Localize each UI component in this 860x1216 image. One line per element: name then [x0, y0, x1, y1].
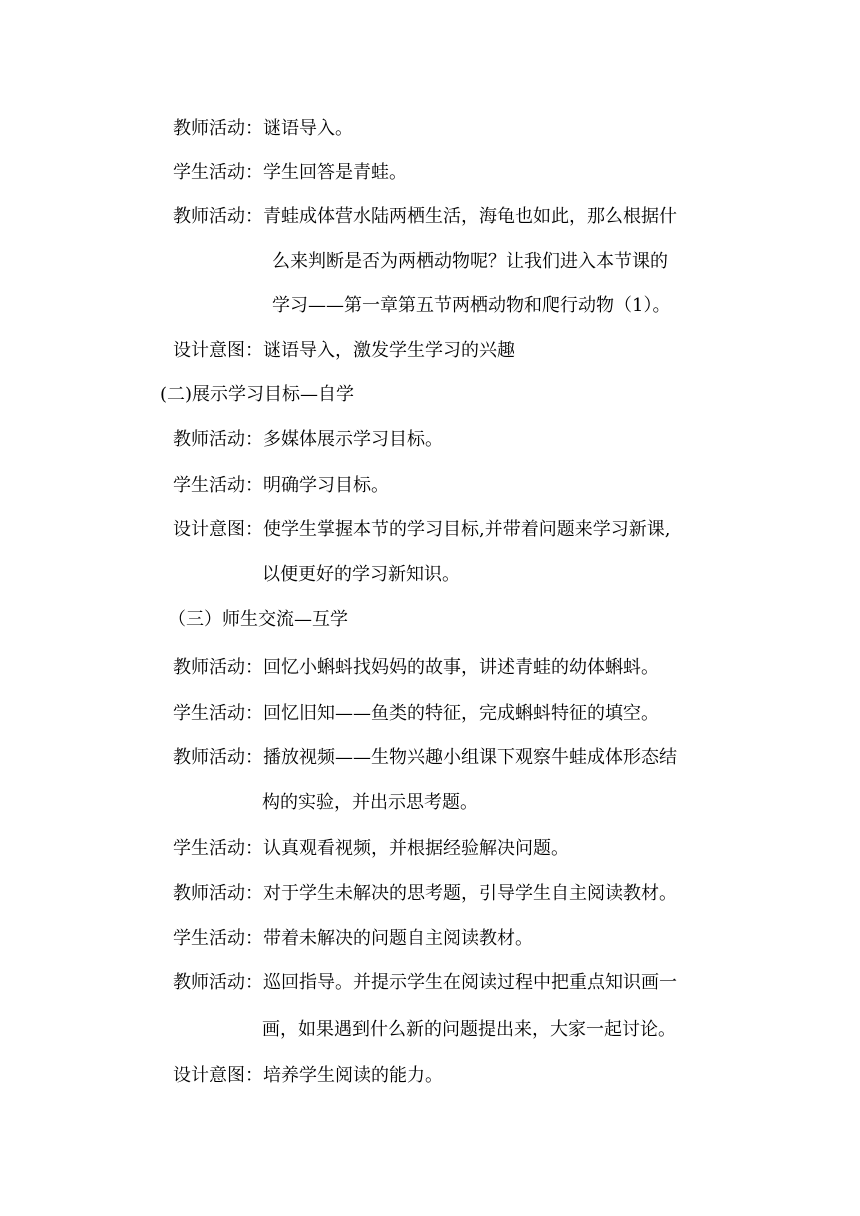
line-label: 设计意图： — [173, 340, 263, 361]
line-text: 画，如果遇到什么新的问题提出来，大家一起讨论。 — [262, 1019, 676, 1040]
line-text: 培养学生阅读的能力。 — [263, 1065, 443, 1086]
line-label: 教师活动： — [173, 747, 263, 768]
line-text: 学习——第一章第五节两栖动物和爬行动物（1）。 — [272, 295, 671, 316]
line-label: 教师活动： — [173, 972, 263, 993]
text-line — [173, 161, 407, 185]
line-text: 对于学生未解决的思考题，引导学生自主阅读教材。 — [263, 883, 677, 904]
text-line — [173, 117, 353, 141]
section-heading — [160, 383, 354, 407]
line-label: 学生活动： — [173, 162, 263, 183]
line-text: 么来判断是否为两栖动物呢？让我们进入本节课的 — [272, 251, 668, 272]
heading-text: (二)展示学习目标—自学 — [160, 384, 355, 405]
line-label: 教师活动： — [173, 206, 263, 227]
section-heading — [168, 608, 348, 632]
line-text: 认真观看视频，并根据经验解决问题。 — [263, 838, 569, 859]
line-text: 构的实验，并出示思考题。 — [262, 792, 478, 813]
line-label: 学生活动： — [173, 475, 263, 496]
line-text: 带着未解决的问题自主阅读教材。 — [263, 928, 533, 949]
line-text: 以便更好的学习新知识。 — [262, 564, 460, 585]
text-line — [262, 1018, 676, 1042]
line-text: 学生回答是青蛙。 — [263, 162, 407, 183]
text-line — [173, 339, 515, 363]
text-line — [272, 250, 668, 274]
line-label: 学生活动： — [173, 928, 263, 949]
line-text: 青蛙成体营水陆两栖生活，海龟也如此，那么根据什 — [263, 206, 677, 227]
line-label: 教师活动： — [173, 429, 263, 450]
line-label: 教师活动： — [173, 657, 263, 678]
line-text: 明确学习目标。 — [263, 475, 389, 496]
line-label: 学生活动： — [173, 838, 263, 859]
line-text: 回忆小蝌蚪找妈妈的故事，讲述青蛙的幼体蝌蚪。 — [263, 657, 659, 678]
line-label: 设计意图： — [173, 1065, 263, 1086]
text-line — [173, 656, 659, 680]
text-line — [173, 927, 533, 951]
line-label: 教师活动： — [173, 883, 263, 904]
line-label: 学生活动： — [173, 703, 263, 724]
heading-text: （三）师生交流—互学 — [168, 609, 348, 630]
line-text: 谜语导入。 — [263, 118, 353, 139]
line-label: 设计意图： — [173, 519, 263, 540]
text-line — [262, 563, 460, 587]
line-text: 谜语导入，激发学生学习的兴趣 — [263, 340, 515, 361]
line-label: 教师活动： — [173, 118, 263, 139]
text-line — [173, 882, 677, 906]
text-line — [173, 837, 569, 861]
line-text: 使学生掌握本节的学习目标,并带着问题来学习新课, — [263, 519, 671, 540]
text-line — [173, 205, 677, 229]
text-line — [272, 294, 670, 318]
text-line — [173, 518, 670, 542]
text-line — [173, 971, 677, 995]
text-line — [173, 1064, 443, 1088]
text-line — [173, 474, 389, 498]
line-text: 多媒体展示学习目标。 — [263, 429, 443, 450]
text-line — [173, 702, 659, 726]
text-line — [262, 791, 478, 815]
text-line — [173, 746, 677, 770]
line-text: 播放视频——生物兴趣小组课下观察牛蛙成体形态结 — [263, 747, 677, 768]
line-text: 巡回指导。并提示学生在阅读过程中把重点知识画一 — [263, 972, 677, 993]
line-text: 回忆旧知——鱼类的特征，完成蝌蚪特征的填空。 — [263, 703, 659, 724]
text-line — [173, 428, 443, 452]
